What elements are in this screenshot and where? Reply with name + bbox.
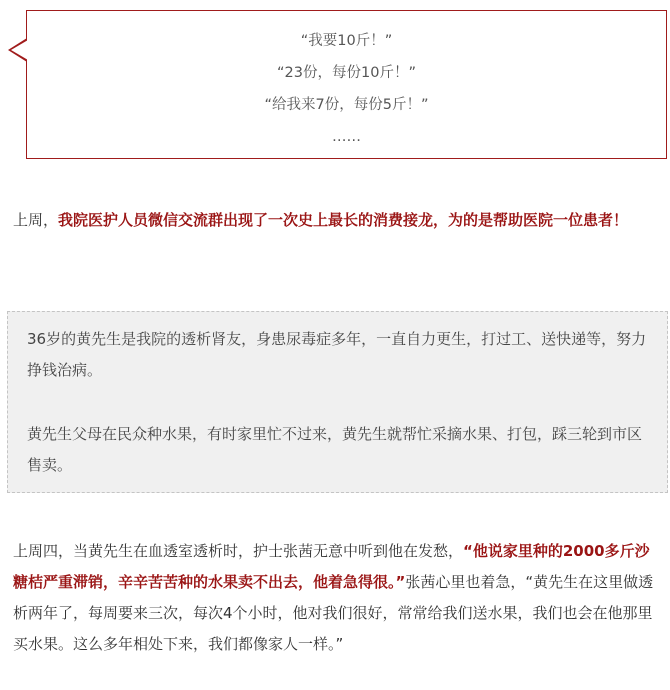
bubble-quote-1: “我要10斤！” [300,33,393,49]
bubble-quotes [27,25,666,153]
intro-prefix: 上周， [13,211,59,229]
bubble-tail-fill [11,40,28,60]
patient-background-box [7,311,668,493]
story-suffix: 张茜心里也着急，“黄先生在这里做透析两年了，每周要来三次，每次4个小时，他对我们很好，常常给我们送水果，我们也会在他那里买水果。这么多年相处下来，我们都像家人一样。” [13,573,654,653]
story-paragraph [13,536,661,660]
story-prefix: 上周四，当黄先生在血透室透析时，护士张茜无意中听到他在发愁， [13,542,464,560]
bubble-ellipsis: …… [332,129,361,145]
bubble-quote-2: “23份，每份10斤！” [277,65,416,81]
patient-background-paragraph-2: 黄先生父母在民众种水果，有时家里忙不过来，黄先生就帮忙采摘水果、打包，踩三轮到市区售卖。 [27,425,643,474]
intro-highlight: 我院医护人员微信交流群出现了一次史上最长的消费接龙，为的是帮助医院一位患者！ [58,211,629,229]
bubble-quote-3: “给我来7份，每份5斤！” [264,97,429,113]
patient-background-paragraph-1: 36岁的黄先生是我院的透析肾友，身患尿毒症多年，一直自力更生，打过工、送快递等，努力挣钱治病。 [27,330,647,379]
story-highlight: “他说家里种的2000多斤沙糖桔严重滞销，辛辛苦苦种的水果卖不出去，他着急得很。” [13,542,650,591]
speech-bubble [26,10,667,159]
intro-paragraph [13,205,661,236]
